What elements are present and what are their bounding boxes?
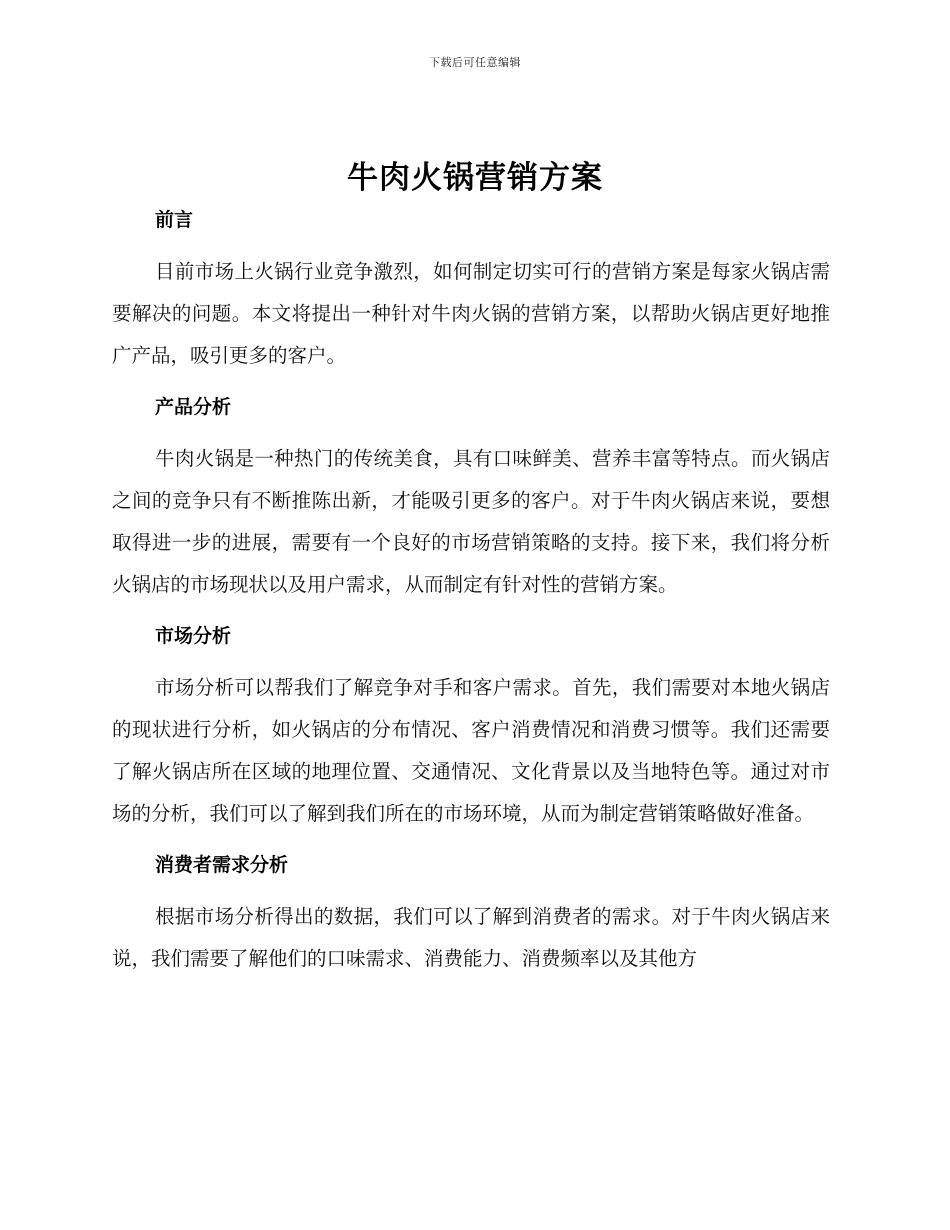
section-market-analysis xyxy=(112,618,830,835)
section-paragraph: 目前市场上火锅行业竞争激烈，如何制定切实可行的营销方案是每家火锅店需要解决的问题。本文将提出一种针对牛肉火锅的营销方案，以帮助火锅店更好地推广产品，吸引更多的客户。 xyxy=(112,260,830,367)
section-heading: 消费者需求分析 xyxy=(155,854,289,876)
section-heading: 前言 xyxy=(155,209,194,231)
document-title: 牛肉火锅营销方案 xyxy=(347,160,603,196)
section-preface xyxy=(112,202,830,377)
page-header-note: 下载后可任意编辑 xyxy=(429,56,521,69)
document-body xyxy=(112,202,830,992)
section-heading: 产品分析 xyxy=(155,396,232,418)
section-consumer-demand-analysis xyxy=(112,847,830,980)
section-paragraph: 根据市场分析得出的数据，我们可以了解到消费者的需求。对于牛肉火锅店来说，我们需要了解他们的口味需求、消费能力、消费频率以及其他方 xyxy=(112,905,830,970)
section-product-analysis xyxy=(112,389,830,606)
section-paragraph: 市场分析可以帮我们了解竞争对手和客户需求。首先，我们需要对本地火锅店的现状进行分析，如火锅店的分布情况、客户消费情况和消费习惯等。我们还需要了解火锅店所在区域的地理位置、交通情况、文化背景以及当地特色等。通过对市场的分析，我们可以了解到我们所在的市场环境，从而为制定营销策略做好准备。 xyxy=(112,676,830,825)
section-paragraph: 牛肉火锅是一种热门的传统美食，具有口味鲜美、营养丰富等特点。而火锅店之间的竞争只有不断推陈出新，才能吸引更多的客户。对于牛肉火锅店来说，要想取得进一步的进展，需要有一个良好的市场营销策略的支持。接下来，我们将分析火锅店的市场现状以及用户需求，从而制定有针对性的营销方案。 xyxy=(112,447,830,596)
section-heading: 市场分析 xyxy=(155,625,232,647)
